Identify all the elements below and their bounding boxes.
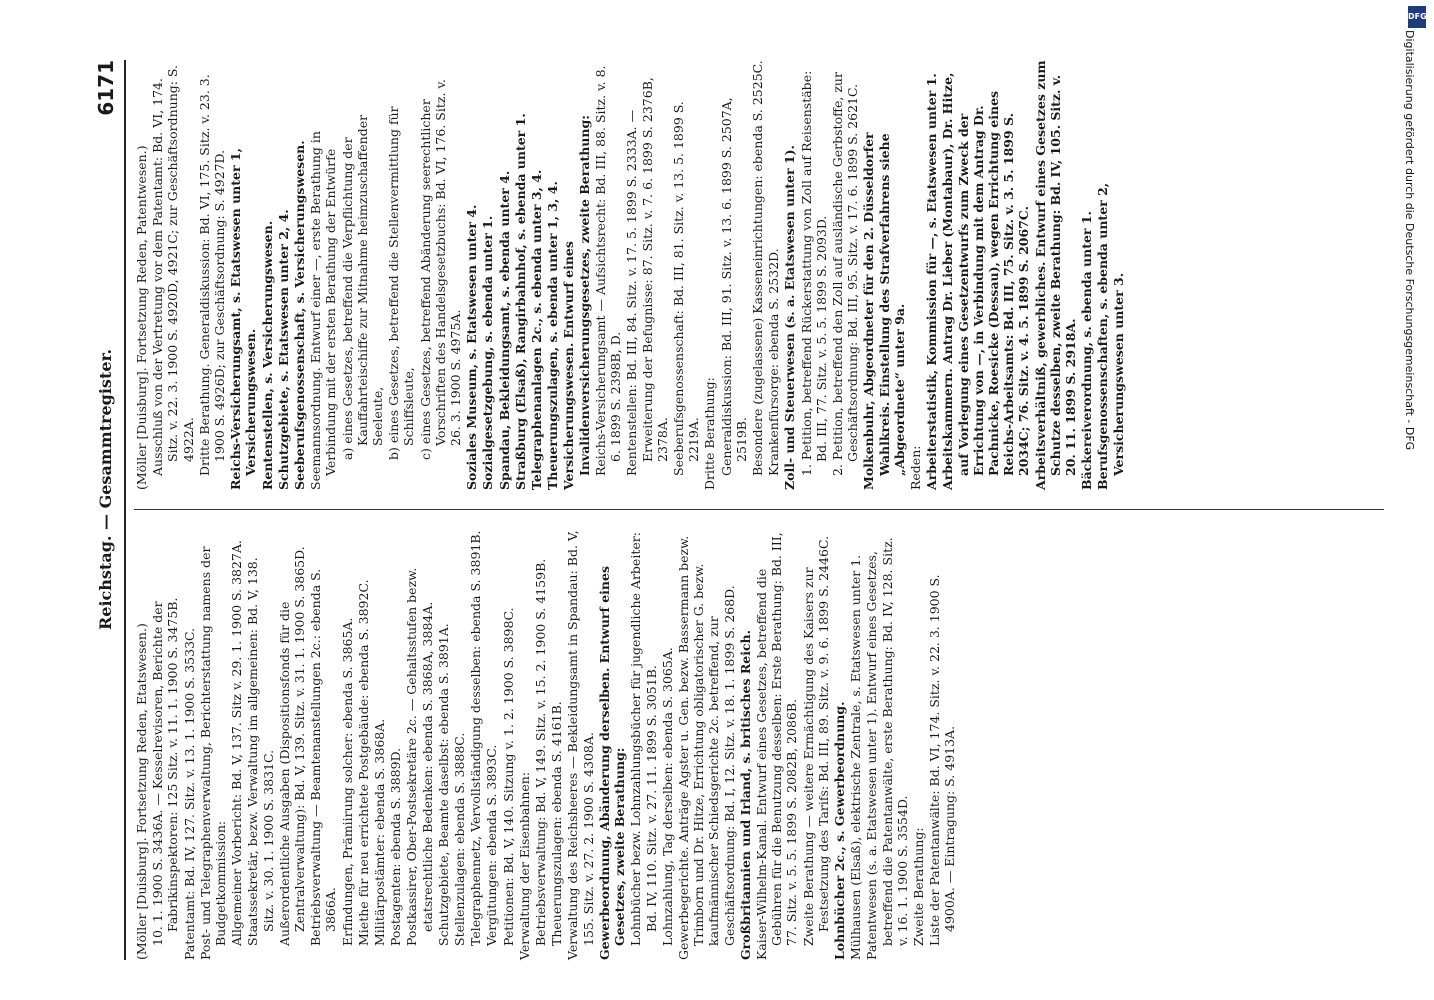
register-entry: Reden: — [907, 445, 923, 490]
register-entry: Lohnzahlung, Tag derselben: ebenda S. 3065A. — [659, 647, 675, 946]
register-entry: Generaldiskussion: Bd. III, 91. Sitz. v. 13. 6. 1899 S. 2507A, 2519B. — [718, 97, 749, 476]
register-entry: Seeberufsgenossenschaft: Bd. III, 81. Sitz. v. 13. 5. 1899 S. 2219A. — [670, 101, 702, 476]
register-entry: 1. Petition, betreffend Rückerstattung von Zoll auf Reisenstäbe: Bd. III, 77. Sitz. v. 5. 5. 1899 S. 2093D. — [798, 70, 829, 476]
register-entry: Telegraphenanlagen 2c., s. ebenda unter 3, 4. — [529, 169, 545, 490]
register-entry: Spandau, Bekleidungsamt, s. ebenda unter 4. — [496, 170, 512, 490]
register-entry: Berufsgenossenschaften, s. ebenda unter 2, Versicherungswesen unter 3. — [1095, 182, 1126, 490]
register-entry: Theuerungszulagen: ebenda S. 4161B. — [549, 701, 565, 946]
register-entry: Patentwesen (s. a. Etatswesen unter 1). Entwurf eines Gesetzes, betreffend die Patentanwälte, erste Berathung: Bd. IV, 128. Sitz. v. 16. 1. 1900 S. 3554D. — [864, 537, 910, 960]
register-entry: Betriebsverwaltung: Bd. V, 149. Sitz. v. 15. 2. 1900 S. 4159B. — [533, 558, 549, 946]
register-entry: Arbeitsverhältniß, gewerbliches. Entwurf eines Gesetzes zum Schutze desselben, zweite Berathung: Bd. IV, 105. Sitz. v. 20. 11. 1899 S. 2918A. — [1032, 60, 1078, 490]
register-entry: Theuerungszulagen, s. ebenda unter 1, 3, 4. — [545, 181, 561, 490]
register-entry: Reichs-Versicherungsamt — Aufsichtsrecht: Bd. III, 88. Sitz. v. 8. 6. 1899 S. 2398B, D. — [592, 65, 624, 476]
register-entry: Kaiser-Wilhelm-Kanal. Entwurf eines Gesetzes, betreffend die Gebühren für die Benutzung desselben: Erste Berathung: Bd. III, 77. Sitz. v. 5. 5. 1899 S. 2082B, 2086B. — [753, 532, 800, 960]
register-entry: Postagenten: ebenda S. 3889D. — [388, 747, 404, 946]
register-entry: Staatssekretär, bezw. Verwaltung im allgemeinen: Bd. V, 138. Sitz. v. 30. 1. 1900 S. 3831C. — [245, 557, 276, 946]
register-entry: Lohnbücher 2c., s. Gewerbeordnung. — [831, 701, 847, 960]
register-entry: Außerordentliche Ausgaben (Dispositionsfonds für die Zentralverwaltung): Bd. V, 139. Sitz. v. 31. 1. 1900 S. 3865D. — [276, 546, 308, 946]
register-entry: Gewerbeordnung, Abänderung derselben. Entwurf eines Gesetzes, zweite Berathung: — [596, 565, 628, 960]
register-entry: Bäckereiverordnung, s. ebenda unter 1. — [1079, 211, 1095, 490]
register-entry: 10. 1. 1900 S. 3436A. — Kesselrevisoren, Berichte der Fabrikinspektoren: 125 Sitz. v. 11. 1. 1900 S. 3475B. — [150, 597, 181, 946]
register-entry: Stellenzulagen: ebenda S. 3888C. — [452, 732, 468, 946]
register-entry: Verwaltung des Reichsheeres — Bekleidungsamt in Spandau: Bd. V, 155. Sitz. v. 27. 2. 1900 S. 4308A. — [565, 530, 596, 960]
register-entry: Dritte Berathung. Generaldiskussion: Bd. VI, 175. Sitz. v. 23. 3. 1900 S. 4926D; zur Geschäftsordnung: S. 4927D. — [196, 74, 228, 476]
register-entry: Ausschluß von der Vertretung vor dem Patentamt: Bd. VI, 174. Sitz. v. 22. 3. 1900 S. 4920D, 4921C; zur Geschäftsordnung: S. 4922A. — [150, 64, 196, 476]
register-entry: Großbritannien und Irland, s. britisches Reich. — [737, 630, 753, 960]
register-entry: Telegraphennetz, Vervollständigung desselben: ebenda S. 3891B. — [468, 530, 484, 946]
register-entry: Militärpostämter: ebenda S. 3868A. — [372, 718, 388, 946]
register-entry: Petitionen: Bd. V, 140. Sitzung v. 1. 2. 1900 S. 3898C. — [500, 607, 516, 946]
register-entry: Straßburg (Elsaß), Rangirbahnhof, s. ebenda unter 1. — [512, 113, 528, 490]
register-entry: (Möller [Duisburg]. Fortsetzung Reden, Etatswesen.) — [134, 623, 149, 960]
page-number: 6171 — [94, 60, 118, 116]
register-entry: Molkenbuhr, Abgeordneter für den 2. Düsseldorfer Wahlkreis. Einstellung des Strafverfahrens siehe „Abgeordnete“ unter 9a. — [861, 132, 907, 490]
running-title: Reichstag. — Gesammtregister. — [96, 348, 115, 630]
register-entry: Betriebsverwaltung — Beamtenanstellungen 2c.: ebenda S. 3866A. — [308, 568, 339, 946]
register-entry: Mülhausen (Elsaß), elektrische Zentrale, s. Etatswesen unter 1. — [848, 554, 864, 960]
register-entry: c) eines Gesetzes, betreffend Abänderung seerechtlicher Vorschriften des Handelsgesetzbuchs: Bd. VI, 176. Sitz. v. 26. 3. 1900 S. 4975A. — [417, 79, 464, 460]
register-entry: 2. Petition, betreffend den Zoll auf ausländische Gerbstoffe, zur Geschäftsordnung: Bd. III, 95. Sitz. v. 17. 6. 1899 S. 2621C. — [829, 72, 861, 476]
register-entry: Miethe für neu errichtete Postgebäude: ebenda S. 3892C. — [355, 579, 371, 946]
register-entry: Allgemeiner Vorbericht: Bd. V, 137. Sitz v. 29. 1. 1900 S. 3827A. — [229, 540, 245, 946]
right-column — [134, 60, 1394, 490]
register-entry: Versicherungswesen. Entwurf eines Invalidenversicherungsgesetzes, zweite Berathung: — [561, 115, 592, 490]
register-entry: Krankenfürsorge: ebenda S. 2532D. — [766, 248, 782, 476]
register-entry: Verwaltung der Eisenbahnen: — [516, 771, 532, 960]
left-column — [134, 530, 1394, 960]
register-entry: Liste der Patentanwälte: Bd. VI, 174. Sitz. v. 22. 3. 1900 S. 4900A. — Eintragung: S. 4913A. — [927, 574, 958, 946]
register-entry: Rentenstellen: Bd. III, 84. Sitz. v. 17. 5. 1899 S. 2333A. — Erweiterung der Befugnisse: 87. Sitz. v. 7. 6. 1899 S. 2376B, 2378A. — [624, 77, 670, 476]
register-entry: Seeberufsgenossenschaft, s. Versicherungswesen. — [292, 140, 308, 490]
register-entry: Besondere (zugelassene) Kasseneinrichtungen: ebenda S. 2525C. — [749, 60, 765, 476]
digitization-note-text: Digitalisierung gefördert durch die Deutsche Forschungsgemeinschaft - DFG — [1403, 30, 1416, 451]
register-entry: Gewerbegerichte. Anträge Agster u. Gen. bezw. Bassermann bezw. Trimborn und Dr. Hitze, Errichtung obligatorischer G. bezw. kaufmännischer Schiedsgerichte 2c. betreffend, zur Geschäftsordnung: Bd. I, 12. Sitz. v. 18. 1. 1899 S. 268D. — [675, 535, 737, 960]
register-entry: Post- und Telegraphenverwaltung, Berichterstattung namens der Budgetkommission: — [197, 546, 229, 960]
register-entry: Patentamt: Bd. IV, 127. Sitz. v. 13. 1. 1900 S. 3533C. — [181, 627, 197, 960]
scanned-register-page — [90, 60, 1400, 960]
digitization-note — [1402, 30, 1418, 730]
column-divider — [134, 509, 1384, 510]
register-entry: a) eines Gesetzes, betreffend die Verpflichtung der Kauffahrteischiffe zur Mitnahme heimzuschaffender Seeleute, — [339, 114, 386, 460]
register-entry: Erfindungen, Prämiirung solcher: ebenda S. 3865A. — [339, 617, 355, 946]
register-entry: Arbeitskammern. Antrag Dr. Lieber (Montabaur), Dr. Hitze, auf Vorlegung eines Gesetzentwurfs zum Zweck der Errichtung von —, in Verbindung mit dem Antrag Dr. Pachnicke, Roesicke (Dessau), wegen Errichtung eines Reichs-Arbeitsamts: Bd. III, 75. Sitz. v. 3. 5. 1899 S. 2034C; 76. Sitz. v. 4. 5. 1899 S. 2067C. — [940, 72, 1032, 490]
register-entry: Zweite Berathung: — [910, 827, 926, 946]
register-entry: Postkassirer, Ober-Postsekretäre 2c. — Gehaltsstufen bezw. etatsrechtliche Bedenken: ebenda S. 3868A, 3884A. — [404, 567, 435, 946]
register-entry: Sozialgesetzgebung, s. ebenda unter 1. — [480, 215, 496, 490]
register-entry: Schutzgebiete, s. Etatswesen unter 2, 4. — [275, 209, 291, 490]
register-entry: Rentenstellen, s. Versicherungswesen. — [259, 220, 275, 490]
register-entry: Reichs-Versicherungsamt, s. Etatswesen unter 1, Versicherungswesen. — [228, 148, 259, 490]
register-entry: (Möller [Duisburg]. Fortsetzung Reden, Patentwesen.) — [134, 145, 149, 490]
register-entry: Arbeiterstatistik, Kommission für —, s. Etatswesen unter 1. — [924, 73, 940, 490]
register-entry: Zweite Berathung — weitere Ermächtigung des Kaisers zur Festsetzung des Tarifs: Bd. III, 89. Sitz. v. 9. 6. 1899 S. 2446C. — [800, 535, 831, 946]
register-entry: b) eines Gesetzes, betreffend die Stellenvermittlung für Schiffsleute, — [386, 106, 417, 460]
register-entry: Zoll- und Steuerwesen (s. a. Etatswesen unter 1). — [782, 145, 798, 490]
register-entry: Soziales Museum, s. Etatswesen unter 4. — [464, 204, 480, 490]
page-header — [90, 60, 126, 960]
register-entry: Vergütungen: ebenda S. 3893C. — [484, 744, 500, 946]
register-entry: Schutzgebiete, Beamte daselbst: ebenda S. 3891A. — [435, 623, 451, 946]
register-entry: Seemannsordnung. Entwurf einer —, erste Berathung in Verbindung mit der ersten Berathung der Entwürfe — [308, 131, 339, 490]
register-entry: Lohnbücher bezw. Lohnzahlungsbücher für jugendliche Arbeiter: Bd. IV, 110. Sitz. v. 27. 11. 1899 S. 3051B. — [628, 532, 659, 946]
dfg-logo: DFG — [1408, 6, 1426, 28]
register-entry: Dritte Berathung: — [702, 377, 718, 490]
